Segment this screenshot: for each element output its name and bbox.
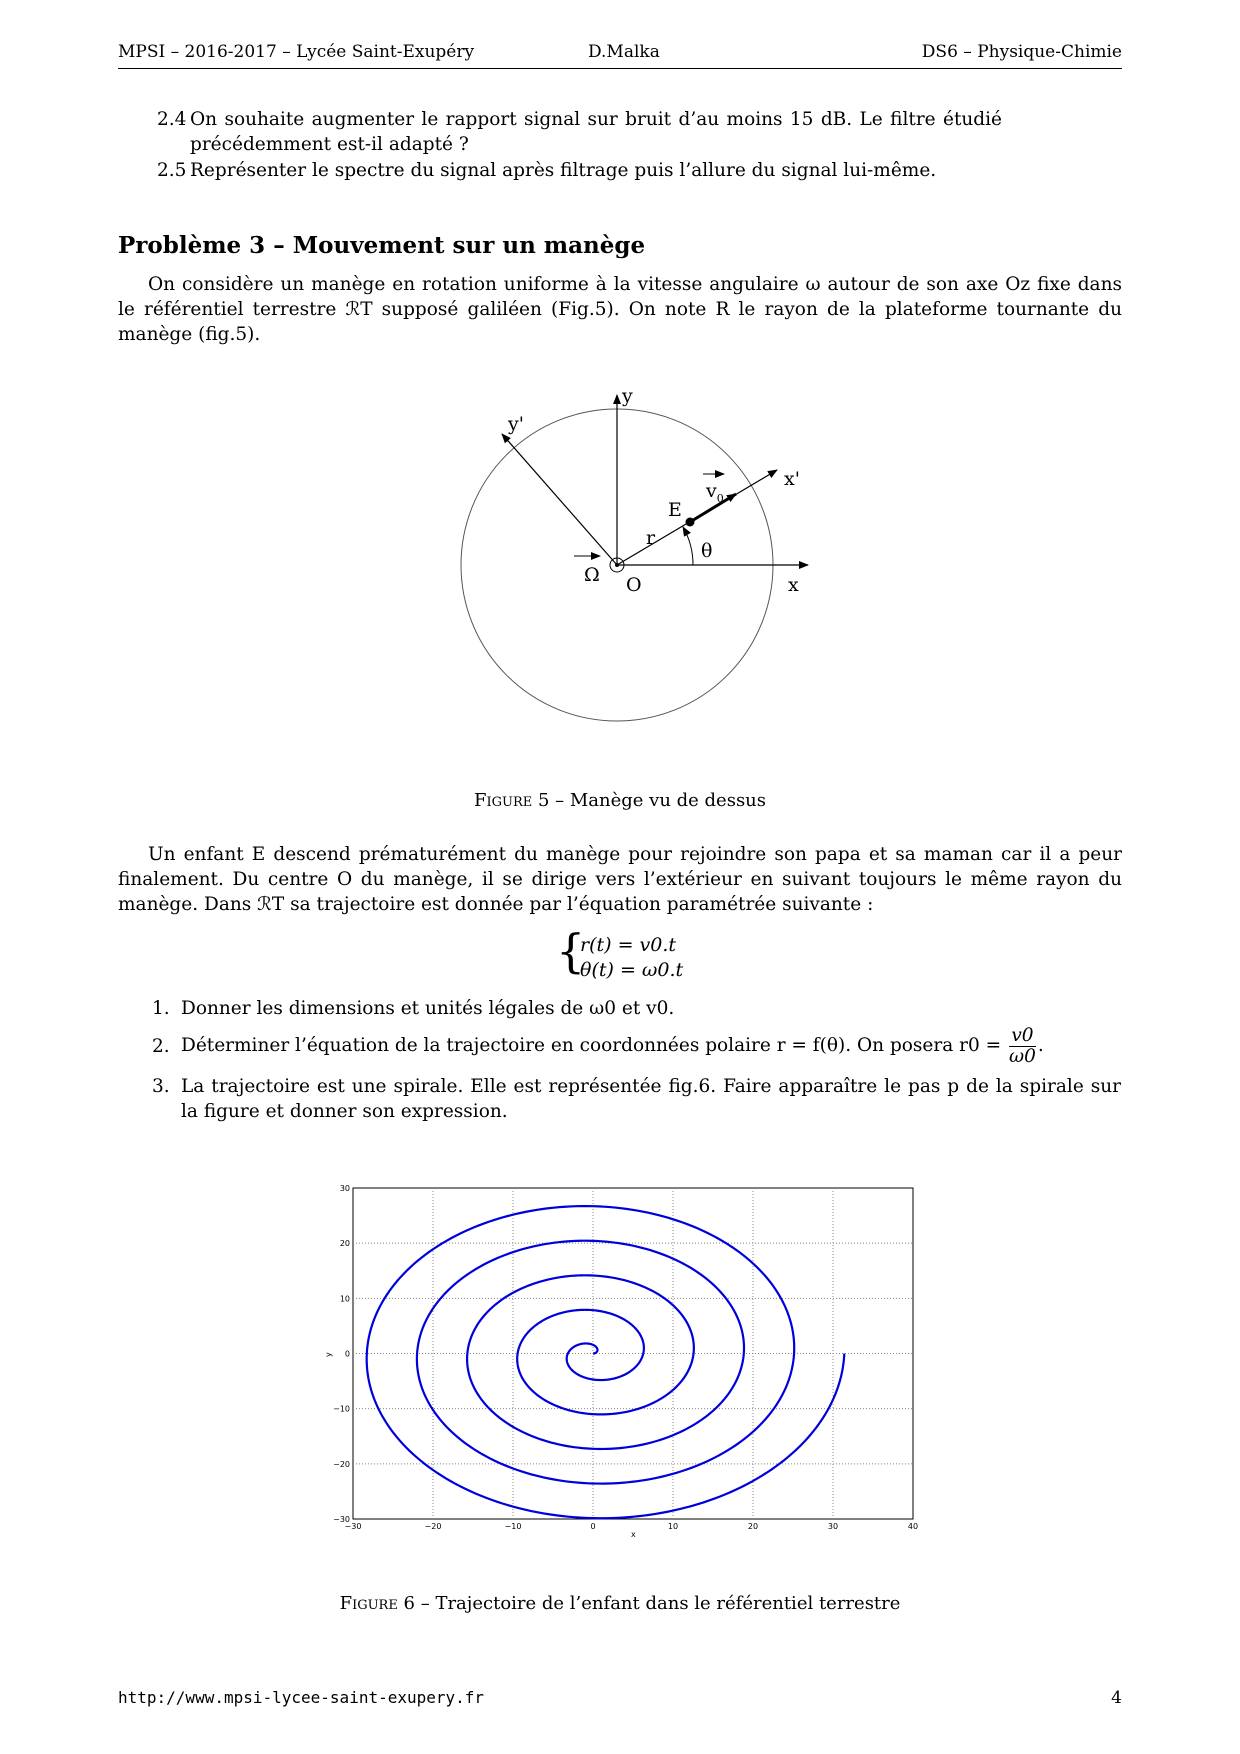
x-tick-label: −10 — [504, 1522, 522, 1531]
x-tick-label: 0 — [590, 1522, 596, 1531]
page-footer — [118, 1688, 1122, 1708]
question-1-text: Donner les dimensions et unités légales de ω0 et v0. — [181, 998, 675, 1019]
y-tick-label: −30 — [333, 1515, 350, 1524]
figure-6-caption-text: – Trajectoire de l’enfant dans le référentiel terrestre — [415, 1593, 901, 1614]
x-tick-label: 10 — [667, 1522, 679, 1531]
y-tick-label: 0 — [344, 1349, 350, 1359]
q24-text: On souhaite augmenter le rapport signal sur bruit d’au moins 15 dB. Le filtre étudié précédemment est-il adapté ? — [190, 109, 1002, 155]
x-axis-label: x — [631, 1530, 636, 1539]
question-2-number: 2. — [152, 1036, 170, 1057]
child-paragraph: Un enfant E descend prématurément du manège pour rejoindre son papa et sa maman car il a peur finalement. Du centre O du manège, il se dirige vers l’extérieur en suivant toujours le même rayon du manège. Dans ℛT sa trajectoire est donnée par l’équation paramétrée suivante : — [118, 844, 1122, 915]
x-tick-label: −20 — [424, 1522, 442, 1531]
x-tick-label: 30 — [827, 1522, 839, 1531]
q25-number: 2.5 — [157, 160, 187, 181]
problem-title: Problème 3 – Mouvement sur un manège — [118, 232, 646, 259]
figure-5-caption-text: – Manège vu de dessus — [549, 790, 767, 811]
question-1-number: 1. — [152, 998, 170, 1019]
plot-ticks — [333, 1184, 918, 1531]
header-right: DS6 – Physique-Chimie — [921, 42, 1122, 62]
footer-url[interactable]: http://www.mpsi-lycee-saint-exupery.fr — [118, 1688, 485, 1707]
label-y: y — [622, 385, 633, 407]
q24-number: 2.4 — [157, 109, 187, 130]
x-tick-label: −30 — [344, 1522, 362, 1531]
question-2-text-after: . — [1037, 1035, 1044, 1056]
figure-6-caption — [0, 1593, 1240, 1614]
y-tick-label: 30 — [339, 1184, 350, 1193]
system-line-2: θ(t) = ω0.t — [580, 959, 684, 981]
label-xprime: x' — [784, 468, 800, 490]
page-number: 4 — [1111, 1688, 1122, 1708]
header-center: D.Malka — [588, 42, 660, 62]
y-tick-label: −10 — [333, 1404, 350, 1414]
question-3-number: 3. — [152, 1076, 170, 1097]
figure-5-caption-prefix: Figure 5 — [473, 790, 550, 811]
plot-grid — [353, 1188, 913, 1519]
header-left: MPSI – 2016-2017 – Lycée Saint-Exupéry — [118, 42, 475, 62]
system-line-1: r(t) = v0.t — [580, 934, 677, 956]
label-r: r — [646, 527, 656, 549]
label-yprime: y' — [508, 413, 524, 435]
x-tick-label: 40 — [907, 1522, 919, 1531]
spiral-trajectory — [367, 1206, 845, 1518]
r0-fraction-den: ω0 — [1009, 1045, 1036, 1067]
label-omega: Ω — [584, 564, 600, 586]
y-axis-label: y — [324, 1352, 333, 1357]
intro-paragraph: On considère un manège en rotation uniforme à la vitesse angulaire ω autour de son axe Oz fixe dans le référentiel terrestre ℛT supposé galiléen (Fig.5). On note R le rayon de la plateforme tournante du manège (fig.5). — [118, 274, 1122, 345]
system-brace: { — [556, 924, 586, 978]
question-2-text-before: Déterminer l’équation de la trajectoire en coordonnées polaire r = f(θ). On posera r0 = — [181, 1035, 1002, 1056]
q25-text: Représenter le spectre du signal après filtrage puis l’allure du signal lui-même. — [190, 160, 937, 181]
y-tick-label: −20 — [333, 1459, 350, 1469]
label-E: E — [668, 499, 682, 521]
label-theta: θ — [701, 540, 713, 562]
x-tick-label: 20 — [747, 1522, 759, 1531]
figure-6-caption-prefix: Figure 6 — [339, 1593, 415, 1614]
label-O: O — [626, 574, 642, 596]
label-v0: $v_0$ — [706, 480, 724, 505]
y-tick-label: 20 — [339, 1239, 350, 1249]
label-x: x — [788, 574, 799, 596]
r0-fraction-num: v0 — [1009, 1026, 1036, 1047]
question-3-text: La trajectoire est une spirale. Elle est représentée fig.6. Faire apparaître le pas p de la spirale sur la figure et donner son expression. — [181, 1076, 1121, 1122]
y-tick-label: 10 — [339, 1294, 350, 1304]
